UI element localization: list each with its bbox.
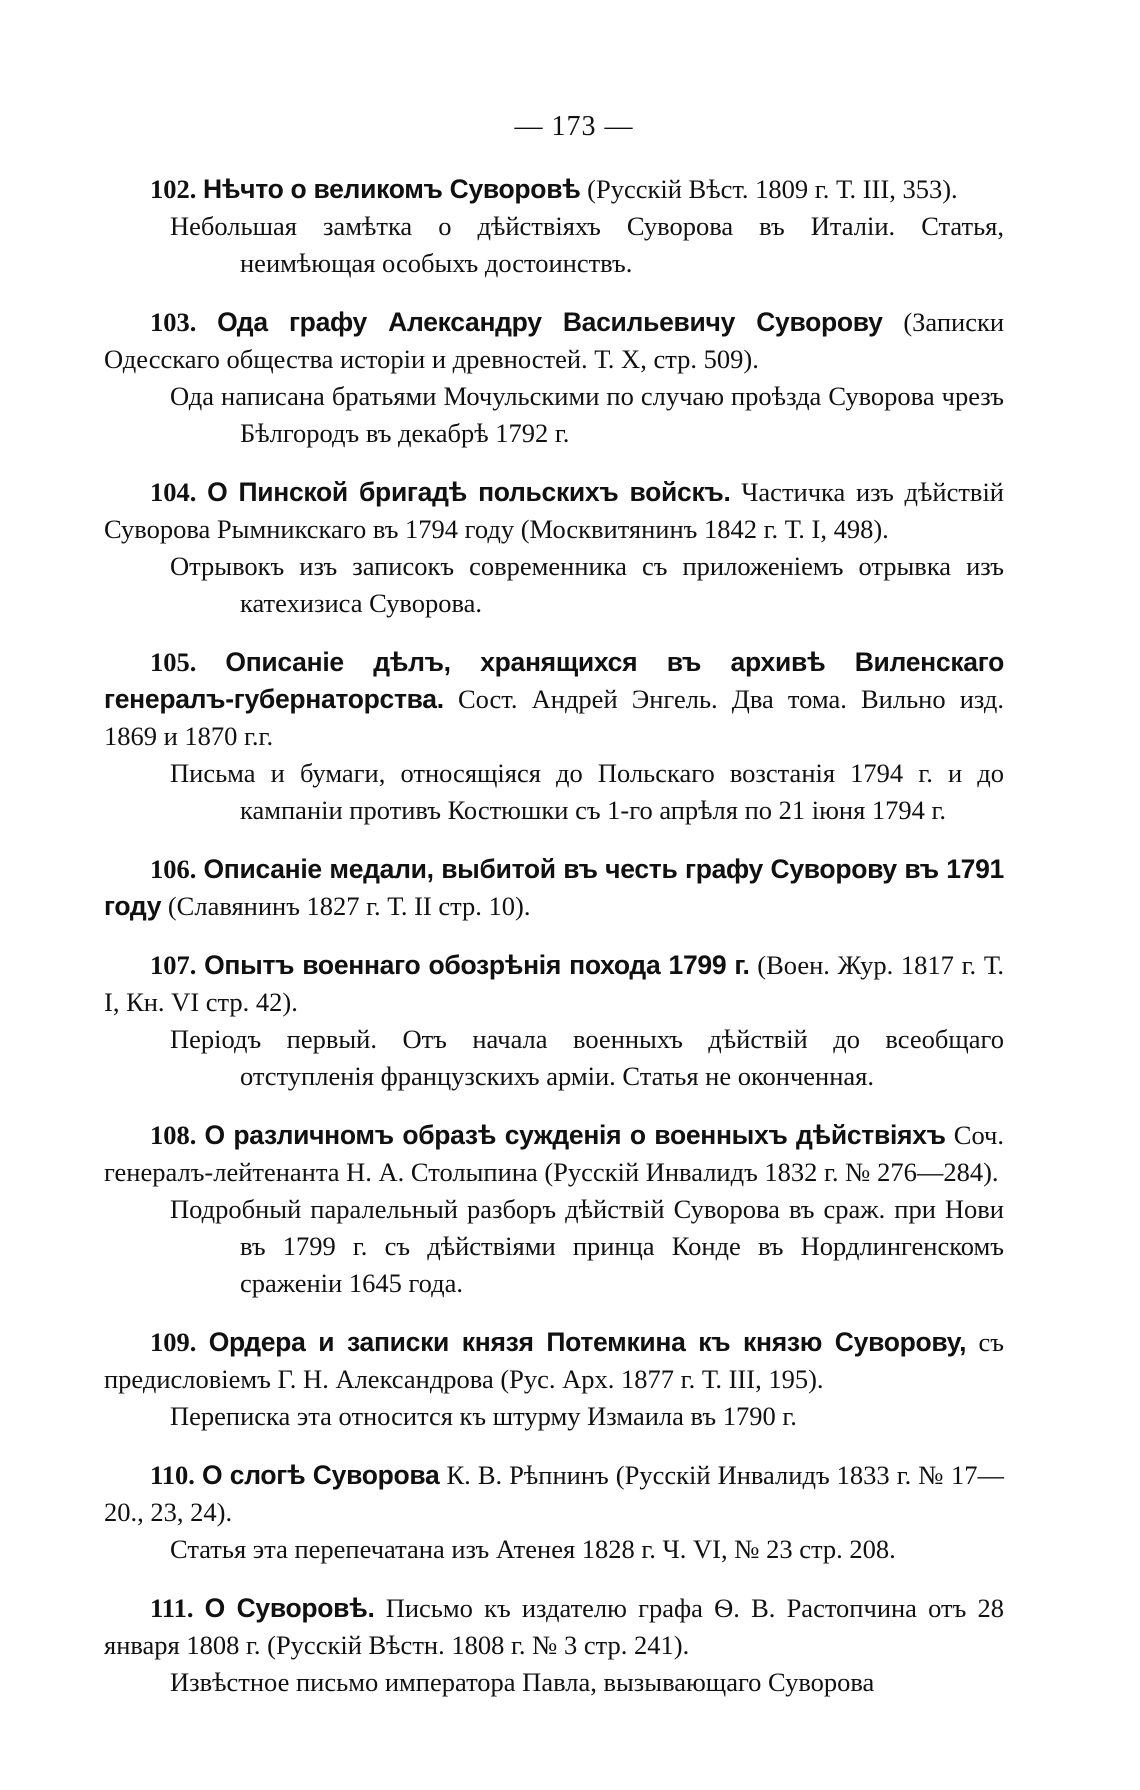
entry-107 bbox=[104, 947, 1004, 1095]
entry-number: 106. bbox=[150, 854, 197, 884]
entry-title: Описаніе дѣлъ, хранящихся въ архивѣ Виленскаго генералъ-губернаторства. bbox=[104, 647, 1004, 714]
entry-description: Статья эта перепечатана изъ Атенея 1828 г. Ч. VI, № 23 стр. 208. bbox=[170, 1534, 896, 1564]
entry-description: Отрывокъ изъ записокъ современника съ приложеніемъ отрывка изъ катехизиса Суворова. bbox=[170, 551, 1004, 618]
entry-heading bbox=[104, 1457, 1004, 1531]
entry-heading bbox=[104, 171, 1004, 208]
entry-description: Письма и бумаги, относящіяся до Польскаго возстанія 1794 г. и до кампаніи противъ Костюшки съ 1-го апрѣля по 21 іюня 1794 г. bbox=[170, 758, 1004, 825]
entry-number: 107. bbox=[150, 950, 197, 980]
entry-number: 109. bbox=[150, 1327, 197, 1357]
entry-111 bbox=[104, 1590, 1004, 1701]
entry-title: Описаніе медали, выбитой въ честь графу Суворову въ 1791 году bbox=[104, 854, 1004, 921]
entry-103 bbox=[104, 304, 1004, 452]
entry-title: Нѣчто о великомъ Суворовѣ bbox=[203, 174, 581, 204]
entry-number: 108. bbox=[150, 1120, 197, 1150]
entry-102 bbox=[104, 171, 1004, 282]
entry-104 bbox=[104, 474, 1004, 622]
entry-reference: (Записки Одесскаго общества исторіи и древностей. Т. X, стр. 509). bbox=[104, 307, 1005, 374]
entry-description: Переписка эта относится къ штурму Измаила въ 1790 г. bbox=[170, 1401, 797, 1431]
entry-number: 104. bbox=[150, 477, 197, 507]
entry-title: Ордера и записки князя Потемкина къ князю Суворову, bbox=[208, 1327, 967, 1357]
entry-description: Подробный паралельный разборъ дѣйствій Суворова въ сраж. при Нови въ 1799 г. съ дѣйствіями принца Конде въ Нордлингенскомъ сраженіи 1645 года. bbox=[170, 1194, 1004, 1298]
entry-reference: Частичка изъ дѣйствій Суворова Рымникскаго въ 1794 году (Москвитянинъ 1842 г. Т. I, 498). bbox=[104, 477, 1004, 544]
entry-title: О Пинской бригадѣ польскихъ войскъ. bbox=[207, 477, 731, 507]
entry-title: Ода графу Александру Васильевичу Суворову bbox=[217, 307, 883, 337]
entry-heading bbox=[104, 1590, 1004, 1664]
entry-description: Извѣстное письмо императора Павла, вызывающаго Суворова bbox=[170, 1667, 875, 1697]
entry-heading bbox=[104, 947, 1004, 1021]
entry-number: 102. bbox=[150, 174, 197, 204]
entry-reference: (Славянинъ 1827 г. Т. II стр. 10). bbox=[161, 891, 531, 921]
entry-reference: К. В. Рѣпнинъ (Русскій Инвалидъ 1833 г. № 17—20., 23, 24). bbox=[104, 1460, 1004, 1527]
entry-reference: (Русскій Вѣст. 1809 г. Т. III, 353). bbox=[580, 174, 958, 204]
entry-reference: съ предисловіемъ Г. Н. Александрова (Рус. Арх. 1877 г. Т. III, 195). bbox=[104, 1327, 1005, 1394]
entry-title: Опытъ военнаго обозрѣнія похода 1799 г. bbox=[204, 950, 750, 980]
entry-108 bbox=[104, 1117, 1004, 1302]
entry-heading bbox=[104, 644, 1004, 755]
document-page bbox=[104, 108, 1004, 1723]
entry-title: О различномъ образѣ сужденія о военныхъ дѣйствіяхъ bbox=[204, 1120, 946, 1150]
entry-number: 111. bbox=[150, 1593, 194, 1623]
entry-number: 105. bbox=[150, 647, 197, 677]
entry-heading bbox=[104, 1324, 1004, 1398]
entry-description: Періодъ первый. Отъ начала военныхъ дѣйствій до всеобщаго отступленія французскихъ арміи. Статья не оконченная. bbox=[170, 1024, 1004, 1091]
page-number: — 173 — bbox=[514, 111, 634, 142]
entry-105 bbox=[104, 644, 1004, 829]
entry-title: О Суворовѣ. bbox=[204, 1593, 375, 1623]
entry-106 bbox=[104, 851, 1004, 925]
entry-heading bbox=[104, 851, 1004, 925]
entry-110 bbox=[104, 1457, 1004, 1568]
entry-number: 110. bbox=[150, 1460, 195, 1490]
entry-heading bbox=[104, 304, 1004, 378]
entry-reference: Соч. генералъ-лейтенанта Н. А. Столыпина (Русскій Инвалидъ 1832 г. № 276—284). bbox=[104, 1120, 1004, 1187]
entry-number: 103. bbox=[150, 307, 197, 337]
entry-109 bbox=[104, 1324, 1004, 1435]
entry-reference: Сост. Андрей Энгель. Два тома. Вильно изд. 1869 и 1870 г.г. bbox=[104, 684, 1004, 751]
entry-heading bbox=[104, 474, 1004, 548]
entry-heading bbox=[104, 1117, 1004, 1191]
entry-title: О слогѣ Суворова bbox=[201, 1460, 440, 1490]
entry-reference: Письмо къ издателю графа Ѳ. В. Растопчина отъ 28 января 1808 г. (Русскій Вѣстн. 1808 г. № 3 стр. 241). bbox=[104, 1593, 1005, 1660]
entry-reference: (Воен. Жур. 1817 г. Т. I, Кн. VI стр. 42). bbox=[104, 950, 1004, 1017]
entry-description: Небольшая замѣтка о дѣйствіяхъ Суворова въ Италіи. Статья, неимѣющая особыхъ достоинствъ. bbox=[170, 211, 1004, 278]
entry-description: Ода написана братьями Мочульскими по случаю проѣзда Суворова чрезъ Бѣлгородъ въ декабрѣ 1792 г. bbox=[170, 381, 1004, 448]
